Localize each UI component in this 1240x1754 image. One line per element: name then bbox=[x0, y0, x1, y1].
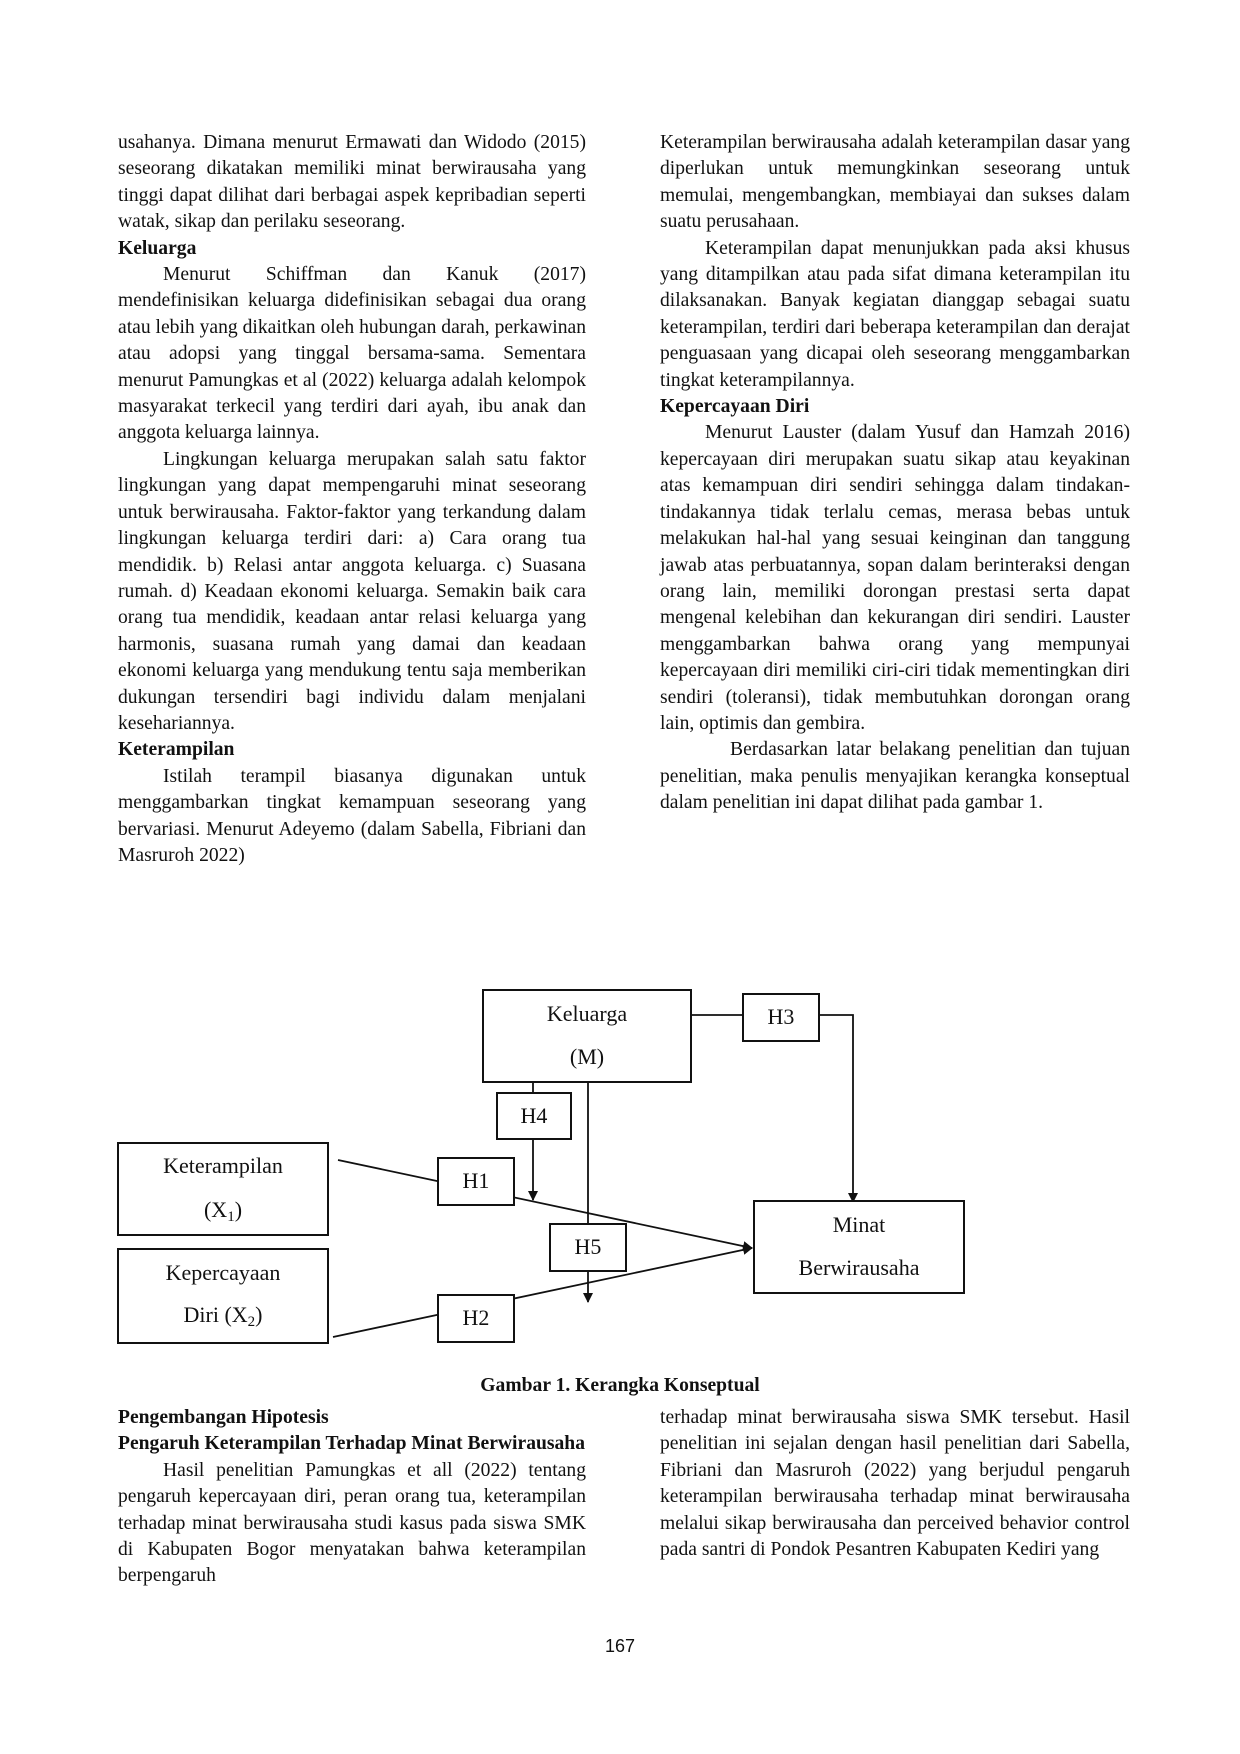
paragraph-keterampilan: Istilah terampil biasanya digunakan untuk menggambarkan tingkat kemampuan seseorang yang bervariasi. Menurut Adeyemo (dalam Sabella, Fibriani dan Masruroh 2022) bbox=[118, 765, 586, 866]
heading-pengaruh-keterampilan: Pengaruh Keterampilan Terhadap Minat Berwirausaha bbox=[118, 1433, 586, 1455]
paragraph-lingkungan-keluarga: Lingkungan keluarga merupakan salah satu faktor lingkungan yang dapat mempengaruhi minat seseorang untuk berwirausaha. Faktor-faktor yang terkandung dalam lingkungan keluarga terdiri dari: a) Cara orang tua mendidik. b) Relasi antar anggota keluarga. c) Suasana rumah. d) Keadaan ekonomi keluarga. Semakin baik cara orang tua mendidik, keadaan antar relasi keluarga yang harmonis, suasana rumah yang damai dan keadaan ekonomi keluarga yang mendukung tentu saja memberikan dukungan tersendiri bagi individu dalam menjalani kesehariannya. bbox=[118, 448, 586, 734]
x1-prefix: (X bbox=[203, 1197, 228, 1222]
arrow-x1-to-minat bbox=[338, 1160, 752, 1248]
heading-pengembangan-hipotesis: Pengembangan Hipotesis bbox=[118, 1407, 329, 1428]
h1-label: H1 bbox=[462, 1168, 490, 1193]
arrow-x2-to-minat bbox=[333, 1248, 752, 1337]
paragraph-kepercayaan-diri: Menurut Lauster (dalam Yusuf dan Hamzah 2016) kepercayaan diri merupakan suatu sikap atau keyakinan atas kemampuan diri sendiri sehingga dalam tindakan-tindakannya tidak terlalu cemas, merasa bebas untuk melakukan hal-hal yang sesuai keinginan dan tanggung jawab atas perbuatannya, sopan dalam berinteraksi dengan orang lain, memiliki dorongan prestasi serta dapat mengenal kelebihan dan kekurangan diri sendiri. Lauster menggambarkan bahwa orang yang mempunyai kepercayaan diri memiliki ciri-ciri tidak mementingkan diri sendiri (toleransi), tidak membutuhkan dorongan orang lain, optimis dan gembira. bbox=[660, 422, 1130, 734]
minat-label: Minat bbox=[832, 1212, 886, 1237]
x2-prefix: Diri (X bbox=[183, 1302, 248, 1327]
heading-keterampilan: Keterampilan bbox=[118, 739, 235, 761]
heading-kepercayaan-diri: Kepercayaan Diri bbox=[660, 396, 810, 418]
x1-close: ) bbox=[234, 1197, 243, 1222]
x2-subscript: 2 bbox=[247, 1314, 256, 1330]
x1-label bbox=[204, 1197, 242, 1225]
x2-close: ) bbox=[255, 1302, 263, 1327]
heading-keluarga: Keluarga bbox=[118, 237, 197, 259]
paragraph-intro: usahanya. Dimana menurut Ermawati dan Widodo (2015) seseorang dikatakan memiliki minat berwirausaha yang tinggi dapat dilihat dari berbagai aspek kepribadian seperti watak, sikap dan perilaku seseorang. bbox=[118, 132, 586, 233]
keterampilan-label: Keterampilan bbox=[163, 1153, 283, 1178]
paragraph-keterampilan-berwirausaha: Keterampilan berwirausaha adalah keterampilan dasar yang diperlukan untuk memungkinkan seseorang untuk memulai, mengembangkan, membiayai dan sukses dalam suatu perusahaan. bbox=[660, 132, 1130, 233]
left-column-bottom bbox=[118, 1405, 586, 1590]
page-number: 167 bbox=[604, 1636, 636, 1656]
keluarga-label: Keluarga bbox=[546, 1001, 628, 1026]
right-column-bottom bbox=[660, 1405, 1130, 1563]
paragraph-hasil-penelitian: Hasil penelitian Pamungkas et all (2022) tentang pengaruh kepercayaan diri, peran orang tua, keterampilan terhadap minat berwirausaha studi kasus pada siswa SMK di Kabupaten Bogor menyatakan bahwa keterampilan berpengaruh bbox=[118, 1459, 586, 1587]
paragraph-keterampilan-aksi: Keterampilan dapat menunjukkan pada aksi khusus yang ditampilkan atau pada sifat dimana keterampilan itu dilaksanakan. Banyak kegiatan dianggap sebagai suatu keterampilan, terdiri dari beberapa keterampilan dan derajat penguasaan yang dicapai oleh seseorang menggambarkan tingkat keterampilannya. bbox=[660, 237, 1130, 391]
x1-subscript: 1 bbox=[227, 1209, 235, 1225]
arrow-keluarga-to-minat bbox=[688, 1015, 853, 1202]
kepercayaan-label: Kepercayaan bbox=[165, 1260, 281, 1285]
paragraph-hasil-lanjutan: terhadap minat berwirausaha siswa SMK tersebut. Hasil penelitian ini sejalan dengan hasil penelitian dari Sabella, Fibriani dan Masruroh (2022) yang berjudul pengaruh keterampilan berwirausaha terhadap minat berwirausaha melalui sikap berwirausaha dan perceived behavior control pada santri di Pondok Pesantren Kabupaten Kediri yang bbox=[660, 1407, 1130, 1561]
h5-label: H5 bbox=[574, 1234, 602, 1259]
paragraph-kerangka: Berdasarkan latar belakang penelitian dan tujuan penelitian, maka penulis menyajikan kerangka konseptual dalam penelitian ini dapat dilihat pada gambar 1. bbox=[660, 739, 1130, 814]
keluarga-m-label: (M) bbox=[569, 1044, 605, 1069]
berwirausaha-label: Berwirausaha bbox=[798, 1255, 920, 1280]
h3-label: H3 bbox=[767, 1004, 795, 1029]
paragraph-keluarga-definition: Menurut Schiffman dan Kanuk (2017) mendefinisikan keluarga didefinisikan sebagai dua orang atau lebih yang dikaitkan oleh hubungan darah, perkawinan atau adopsi yang tinggal bersama-sama. Sementara menurut Pamungkas et al (2022) keluarga adalah kelompok masyarakat terkecil yang terdiri dari ayah, ibu anak dan anggota keluarga lainnya. bbox=[118, 264, 586, 444]
h2-label: H2 bbox=[462, 1305, 490, 1330]
figure-caption: Gambar 1. Kerangka Konseptual bbox=[480, 1375, 760, 1396]
h4-label: H4 bbox=[520, 1103, 548, 1128]
